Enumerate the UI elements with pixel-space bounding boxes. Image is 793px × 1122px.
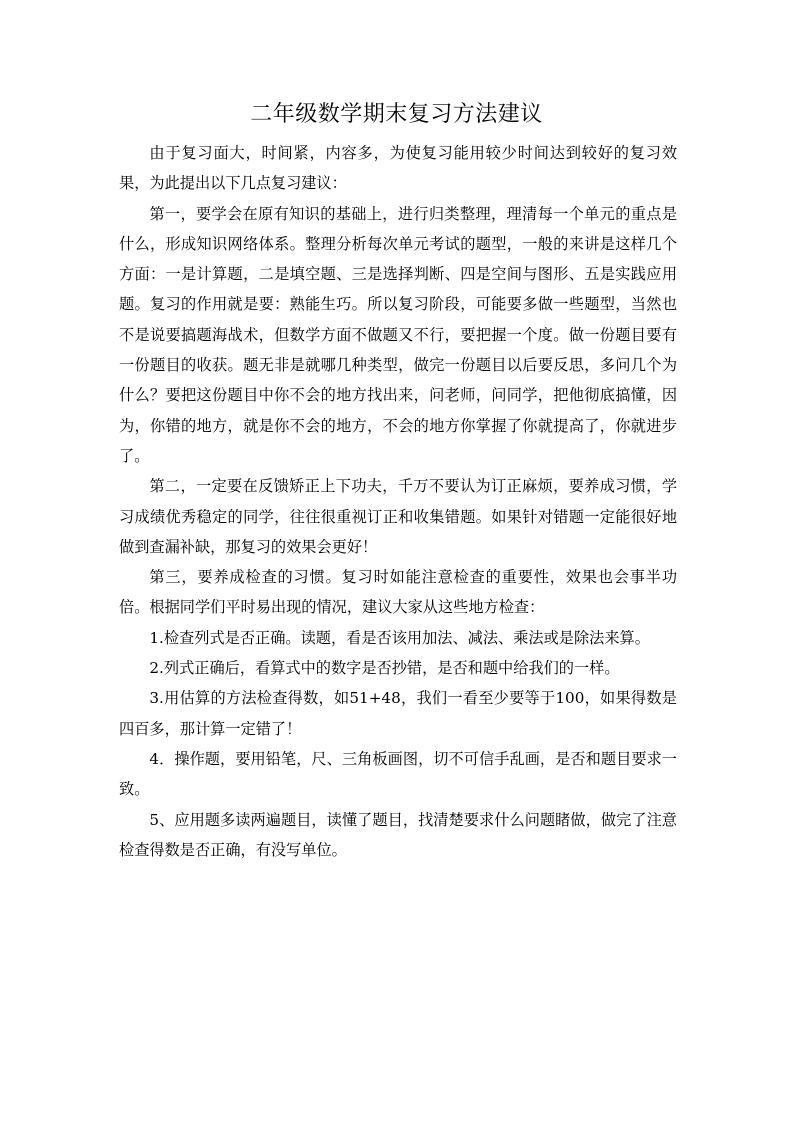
check-item-4: 4．操作题，要用铅笔，尺、三角板画图，切不可信手乱画，是否和题目要求一致。 — [119, 749, 677, 799]
document-body — [119, 138, 677, 865]
document-title: 二年级数学期末复习方法建议 — [250, 102, 543, 127]
third-suggestion-paragraph: 第三，要养成检查的习惯。复习时如能注意检查的重要性，效果也会事半功倍。根据同学们平时易出现的情况，建议大家从这些地方检查： — [119, 568, 677, 617]
check-item-2: 2.列式正确后，看算式中的数字是否抄错，是否和题中给我们的一样。 — [149, 659, 620, 678]
first-suggestion-paragraph: 第一，要学会在原有知识的基础上，进行归类整理，理清每一个单元的重点是什么，形成知识网络体系。整理分析每次单元考试的题型，一般的来讲是这样几个方面：一是计算题，二是填空题、三是选择判断、四是空间与图形、五是实践应用题。复习的作用就是要：熟能生巧。所以复习阶段，可能要多做一些题型，当然也不是说要搞题海战术，但数学方面不做题又不行，要把握一个度。做一份题目要有一份题目的收获。题无非是就哪几种类型，做完一份题目以后要反思，多问几个为什么？要把这份题目中你不会的地方找出来，问老师，问同学，把他彻底搞懂，因为，你错的地方，就是你不会的地方，不会的地方你掌握了你就提高了，你就进步了。 — [119, 204, 677, 465]
check-item-3: 3.用估算的方法检查得数，如51+48，我们一看至少要等于100，如果得数是四百多，那计算一定错了！ — [119, 689, 677, 738]
second-suggestion-paragraph: 第二，一定要在反馈矫正上下功夫，千万不要认为订正麻烦，要养成习惯，学习成绩优秀稳定的同学，往往很重视订正和收集错题。如果针对错题一定能很好地做到查漏补缺，那复习的效果会更好！ — [119, 477, 677, 556]
check-item-1: 1.检查列式是否正确。读题，看是否该用加法、减法、乘法或是除法来算。 — [149, 628, 650, 647]
intro-paragraph: 由于复习面大，时间紧，内容多，为使复习能用较少时间达到较好的复习效果，为此提出以下几点复习建议： — [119, 144, 677, 193]
check-item-5: 5、应用题多读两遍题目，读懂了题目，找清楚要求什么问题睹做，做完了注意检查得数是否正确，有没写单位。 — [119, 810, 677, 859]
